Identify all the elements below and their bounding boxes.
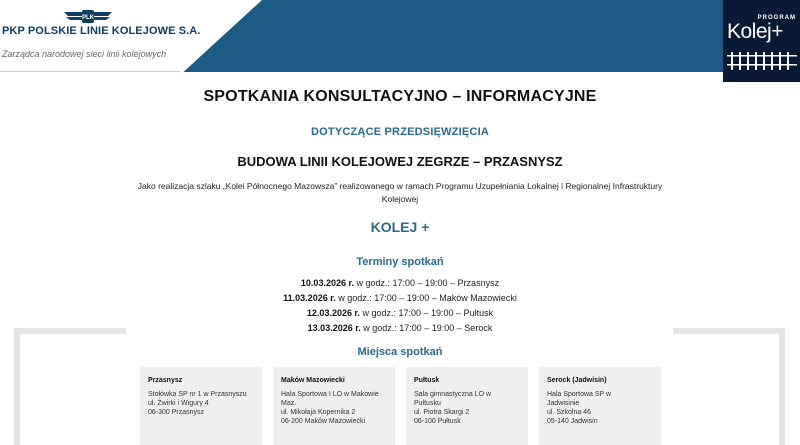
term-item (0, 278, 800, 288)
term-date: 12.03.2026 r. (306, 308, 360, 318)
rail-track-icon (727, 52, 797, 70)
term-item (0, 293, 800, 303)
place-name: Przasnysz (148, 377, 183, 384)
place-address-line: 06-100 Pułtusk (414, 418, 461, 425)
place-card-makow (273, 367, 395, 445)
company-tagline: Zarządca narodowej sieci linii kolejowych (2, 49, 167, 59)
term-date: 13.03.2026 r. (307, 323, 361, 333)
terms-heading: Terminy spotkań (356, 256, 444, 268)
term-details: w godz.: 17:00 – 19:00 – Pułtusk (359, 308, 494, 318)
program-label: PROGRAM (757, 15, 796, 21)
place-address-line: 06-200 Maków Mazowiecki (281, 418, 366, 425)
place-address-line: Pułtusku (414, 400, 441, 407)
place-address-line: Hala Sportowa I LO w Makowie (281, 391, 379, 398)
place-address-line: 06-300 Przasnysz (148, 409, 205, 416)
page-title: SPOTKANIA KONSULTACYJNO – INFORMACYJNE (203, 88, 597, 105)
places-heading: Miejsca spotkań (357, 346, 443, 358)
place-address-line: Sala gimnastyczna LO w (414, 391, 492, 398)
place-address-line: ul. Żwirki i Wigury 4 (148, 400, 209, 407)
emblem-text: PLK (82, 15, 94, 21)
term-date: 10.03.2026 r. (300, 278, 354, 288)
place-card-serock (539, 367, 661, 445)
term-item (0, 308, 800, 318)
kolej-plus-logo[interactable] (723, 0, 800, 82)
place-name: Serock (Jadwisin) (547, 377, 607, 384)
place-card-pultusk (406, 367, 528, 445)
program-name: Kolej+ (727, 20, 783, 43)
place-address-line: Maz. (281, 400, 297, 407)
term-details: w godz.: 17:00 – 19:00 – Serock (360, 323, 493, 333)
place-name: Pułtusk (414, 377, 440, 384)
plk-logo[interactable] (0, 0, 200, 72)
program-heading: KOLEJ + (370, 219, 430, 235)
place-name: Maków Mazowiecki (281, 377, 345, 384)
place-address-line: 05-140 Jadwisin (547, 418, 598, 425)
term-details: w godz.: 17:00 – 19:00 – Maków Mazowiecki (335, 293, 517, 303)
place-address-line: Stołówka SP nr 1 w Przasnyszu (148, 391, 247, 398)
page-header (0, 0, 800, 72)
place-address-line: ul. Piotra Skargi 2 (414, 409, 470, 416)
project-description: Jako realizacja szlaku „Kolei Północnego Mazowsza” realizowanego w ramach Programu Uzupełniania Lokalnej i Regionalnej Infrastruktury Kolejowej (137, 181, 663, 204)
term-date: 11.03.2026 r. (283, 293, 336, 303)
term-item (0, 323, 800, 333)
company-name: PKP POLSKIE LINIE KOLEJOWE S.A. (2, 25, 201, 37)
project-name: BUDOWA LINII KOLEJOWEJ ZEGRZE – PRZASNYSZ (237, 154, 563, 169)
winged-wheel-icon (62, 8, 114, 26)
term-details: w godz.: 17:00 – 19:00 – Przasnysz (353, 278, 500, 288)
place-card-przasnysz (140, 367, 262, 445)
page-subtitle: DOTYCZĄCE PRZEDSIĘWZIĘCIA (311, 126, 489, 138)
place-address-line: Hala Sportowa SP w (547, 391, 612, 398)
header-divider (0, 71, 180, 72)
place-address-line: ul. Szkolna 46 (547, 409, 591, 416)
place-address-line: ul. Mikołaja Kopernika 2 (281, 409, 356, 416)
place-address-line: Jadwisinie (547, 400, 580, 407)
